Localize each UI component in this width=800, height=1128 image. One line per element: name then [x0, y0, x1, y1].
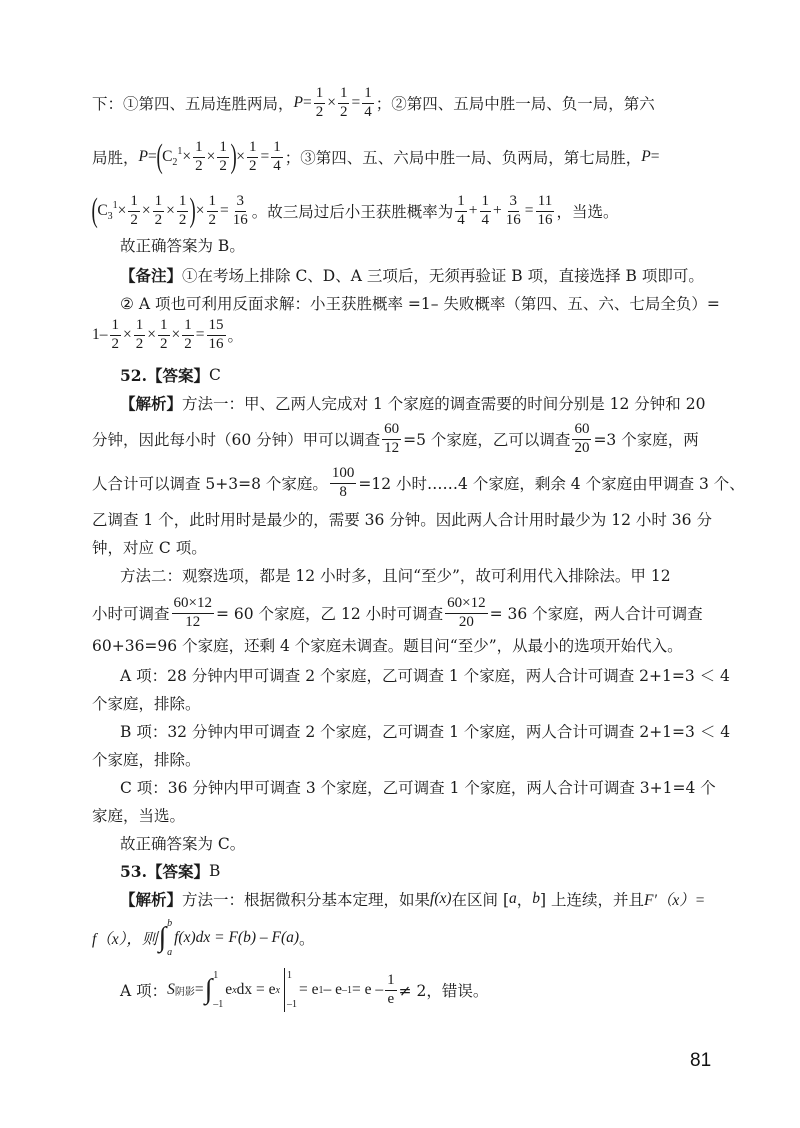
math-op: × [236, 148, 245, 166]
text-fragment: 1 [318, 984, 324, 996]
solution-line [120, 832, 716, 854]
text-fragment: 8 [339, 483, 347, 500]
text-fragment: ] 上连续，并且 [540, 891, 645, 909]
text-fragment: = 60 个家庭，乙 12 小时可调查 [215, 605, 444, 624]
text-fragment: × [123, 326, 132, 344]
text-fragment: 故正确答案为 C。 [120, 835, 246, 853]
math-op: × [206, 148, 216, 166]
text-fragment: = [220, 202, 229, 220]
text-fragment: 阴影 [174, 986, 195, 998]
text-fragment: 2 [172, 157, 178, 169]
text-fragment: + [493, 202, 502, 220]
text-fragment: 3 [235, 194, 247, 212]
text-fragment: 家庭，当选。 [92, 807, 186, 825]
math-op: = [351, 94, 361, 112]
text-fragment: a [167, 947, 173, 958]
text: 局胜， [92, 149, 139, 168]
text-fragment: 1– [92, 326, 108, 344]
analysis-line [120, 392, 716, 414]
evaluation-limits [287, 970, 297, 1010]
text-fragment: 1 [128, 194, 140, 212]
text-fragment: × [117, 202, 127, 220]
note-line [120, 264, 716, 286]
solution-line [120, 234, 716, 256]
text-fragment: x [275, 984, 280, 996]
text-fragment: 12 [384, 439, 400, 456]
analysis-line [120, 888, 716, 910]
text-fragment: C [162, 148, 173, 166]
fraction [385, 973, 397, 1008]
text-fragment: e [225, 981, 233, 998]
text-fragment: 100 [330, 466, 357, 484]
text-fragment: 1 [110, 318, 122, 336]
text-fragment: 人合计可以调查 5+3=8 个家庭。 [92, 475, 328, 494]
answer-value: C [208, 366, 221, 384]
solution-line [92, 86, 716, 121]
text-fragment: f(x)dx = F(b) – F(a) [174, 929, 300, 946]
solution-line [92, 536, 716, 558]
fraction [193, 140, 205, 175]
fraction [172, 596, 214, 631]
fraction [382, 422, 401, 457]
text-fragment: 1 [213, 970, 219, 981]
text-fragment: 60×12 [172, 596, 214, 614]
fraction [480, 194, 492, 229]
text-fragment: 分钟，因此每小时（60 分钟）甲可以调查 [92, 431, 381, 450]
text-fragment: 1 [177, 194, 189, 212]
fraction [110, 318, 122, 353]
text-fragment: 1 [385, 973, 397, 991]
integral-sign: ∫ [158, 922, 167, 953]
fraction [158, 318, 170, 353]
text-fragment: 2 [248, 157, 257, 174]
integral-limits [213, 970, 223, 1010]
paren-close: ) [189, 192, 197, 230]
fraction [128, 194, 140, 229]
text-fragment: 1 [158, 318, 170, 336]
text-fragment: – e [323, 981, 342, 998]
text-fragment: × [147, 326, 156, 344]
text: ② A 项也可利用反面求解：小王获胜概率 =1– 失败概率（第四、五、六、七局全负）= [120, 295, 720, 313]
text-fragment: 2 [135, 335, 144, 352]
integral-limits [167, 918, 172, 958]
text-fragment: 乙调查 1 个，此时用时是最少的，需要 36 分钟。因此两人合计用时最少为 12 小时 36 分 [92, 511, 712, 529]
math-op: = [260, 148, 270, 166]
text-fragment: 16 [208, 335, 224, 352]
answer-line [120, 364, 716, 386]
fraction [445, 596, 487, 631]
text-fragment: =12 小时……4 个家庭，剩余 4 个家庭由甲调查 3 个、 [358, 475, 745, 494]
note-tag: 【备注】 [120, 266, 183, 285]
text-fragment: e [387, 990, 395, 1007]
text-fragment: 4 [457, 211, 465, 228]
answer-label: 53.【答案】 [120, 862, 209, 881]
text-fragment: 20 [458, 613, 474, 630]
numerator: 1 [362, 86, 374, 104]
text-fragment: 。 [227, 327, 244, 346]
solution-line [120, 292, 720, 314]
denominator: 4 [364, 103, 372, 120]
math-op: × [327, 94, 336, 112]
text-fragment: f(x) [430, 890, 452, 907]
text-fragment: × [195, 202, 205, 220]
text: ；②第四、五局中胜一局、负一局，第六 [375, 95, 655, 114]
math-op: × [182, 148, 192, 166]
math-op: = [650, 148, 660, 166]
text-fragment: 钟，对应 C 项。 [92, 539, 207, 557]
option-line [92, 804, 716, 826]
text-fragment: 1 [112, 200, 118, 212]
option-line [92, 692, 716, 714]
text-fragment: 1 [153, 194, 165, 212]
numerator: 1 [338, 86, 350, 104]
fraction [314, 86, 326, 121]
answer-value: B [208, 862, 221, 880]
text-fragment: 个家庭，排除。 [92, 751, 201, 769]
text-fragment: –1 [286, 999, 297, 1010]
text: 方法一：甲、乙两人完成对 1 个家庭的调查需要的时间分别是 12 分钟和 20 [182, 395, 706, 413]
solution-line [92, 194, 716, 229]
text-fragment: a [509, 890, 517, 907]
text-fragment: dx = e [236, 981, 276, 998]
fraction [153, 194, 165, 229]
option-line [120, 776, 716, 798]
text-fragment: 1 [207, 194, 219, 212]
solution-line [92, 918, 716, 958]
text-fragment: 60+36=96 个家庭，还剩 4 个家庭未调查。题目问“至少”，从最小的选项开始代入。 [92, 637, 683, 655]
text-fragment: 。 [299, 930, 315, 948]
solution-line [92, 508, 716, 530]
fraction [536, 194, 555, 229]
fraction [572, 422, 591, 457]
text-fragment: B 项：32 分钟内甲可调查 2 个家庭，乙可调查 1 个家庭，两人合计可调查 2+1=3 ＜ 4 [120, 723, 731, 741]
solution-line [92, 140, 716, 175]
text-fragment: 方法一：根据微积分基本定理，如果 [182, 891, 431, 909]
text-fragment: =3 个家庭，两 [593, 431, 699, 450]
text-fragment: S [167, 981, 175, 998]
answer-label: 52.【答案】 [120, 366, 209, 385]
text-fragment: 20 [574, 439, 590, 456]
text-fragment: = [195, 326, 205, 344]
math-var: P [138, 148, 148, 166]
text-fragment: 60 [572, 422, 591, 440]
text-fragment: = [194, 981, 204, 998]
fraction [247, 140, 259, 175]
text-fragment: –1 [213, 999, 224, 1010]
text-fragment: C 项：36 分钟内甲可调查 3 个家庭，乙可调查 1 个家庭，两人合计可调查 3+1=4 个 [120, 779, 716, 797]
text-fragment: =5 个家庭，乙可以调查 [403, 431, 571, 450]
option-line [120, 968, 716, 1012]
text-fragment: + [468, 202, 478, 220]
text-fragment: 在区间 [ [451, 891, 510, 909]
text-fragment: 2 [154, 211, 163, 228]
fraction [177, 194, 189, 229]
text-fragment: 1 [455, 194, 467, 212]
text-fragment: × [166, 202, 175, 220]
fraction [231, 194, 250, 229]
text-fragment: 16 [232, 211, 248, 228]
text: 。故三局过后小王获胜概率为 [251, 203, 454, 222]
text-fragment: ≠ 2，错误。 [398, 982, 489, 1000]
text-fragment: 3 [107, 211, 113, 223]
text-fragment: 2 [111, 335, 119, 352]
text-fragment: 个家庭，排除。 [92, 695, 201, 713]
solution-line [92, 422, 716, 457]
text-fragment: = 36 个家庭，两人合计可调查 [489, 605, 703, 624]
fraction [271, 140, 283, 175]
text-fragment: 4 [273, 157, 281, 174]
text-fragment: 2 [130, 211, 138, 228]
math-op: = [147, 148, 157, 166]
option-line [120, 664, 730, 686]
text-fragment: 1 [182, 318, 194, 336]
page-number: 81 [690, 1050, 712, 1071]
fraction [134, 318, 146, 353]
text-fragment: 方法二：观察选项，都是 12 小时多，且问“至少”，故可利用代入排除法。甲 12 [120, 567, 671, 585]
text-fragment: 11 [536, 194, 554, 212]
text-fragment: 60×12 [445, 596, 487, 614]
text-fragment: b [532, 890, 541, 907]
fraction [330, 466, 357, 501]
text-fragment: = [524, 202, 534, 220]
text-fragment: 1 [193, 140, 205, 158]
text-fragment: = e – [351, 981, 384, 998]
evaluation-bar [284, 968, 285, 1012]
paren-open: ( [91, 192, 98, 230]
fraction [207, 318, 226, 353]
text-fragment: × [141, 202, 151, 220]
text-fragment: 2 [195, 157, 203, 174]
solution-line [92, 596, 716, 631]
paren-open: ( [156, 138, 163, 176]
text-fragment: = e [298, 981, 319, 998]
text-fragment: x [232, 984, 237, 996]
text-fragment: 2 [160, 335, 168, 352]
text-fragment: 1 [247, 140, 259, 158]
text-fragment: 2 [208, 211, 216, 228]
text-fragment: 12 [185, 613, 201, 630]
option-line [120, 720, 731, 742]
solution-line [92, 634, 716, 656]
solution-line [92, 318, 716, 353]
numerator: 1 [314, 86, 326, 104]
text: ①在考场上排除 C、D、A 三项后，无须再验证 B 项，直接选择 B 项即可。 [182, 267, 704, 285]
analysis-tag: 【解析】 [120, 394, 183, 413]
integral-sign: ∫ [204, 974, 213, 1005]
fraction [207, 194, 219, 229]
text-fragment: 1 [271, 140, 283, 158]
text-fragment: × [171, 326, 181, 344]
text-fragment: 1 [217, 140, 229, 158]
combination [97, 200, 117, 222]
text-fragment: 16 [537, 211, 553, 228]
fraction [504, 194, 523, 229]
text: 下：①第四、五局连胜两局， [92, 95, 294, 114]
solution-line [92, 465, 745, 501]
text-fragment: A 项：28 分钟内甲可调查 2 个家庭，乙可调查 1 个家庭，两人合计可调查 2+1=3 ＜ 4 [120, 667, 730, 685]
text: ；③第四、五、六局中胜一局、负两局，第七局胜， [284, 149, 642, 168]
math-var: P [641, 148, 651, 166]
text-fragment: 1 [134, 318, 146, 336]
text-fragment: 4 [481, 211, 490, 228]
text-fragment: 1 [480, 194, 492, 212]
text-fragment: C [97, 202, 108, 220]
text-fragment: 3 [508, 194, 520, 212]
text-fragment: 60 [382, 422, 401, 440]
text-fragment: 2 [178, 211, 187, 228]
text-fragment: 1 [177, 146, 183, 158]
text: ，当选。 [556, 203, 619, 222]
text-fragment: 1 [286, 970, 292, 981]
fraction [362, 86, 374, 121]
text-fragment: –1 [341, 984, 352, 996]
answer-line [120, 860, 716, 882]
fraction [338, 86, 350, 121]
text-fragment: 2 [184, 335, 192, 352]
text: 故正确答案为 B。 [120, 237, 245, 255]
text-fragment: 2 [219, 157, 227, 174]
denominator: 2 [339, 103, 348, 120]
text-fragment: F′（x）= [644, 892, 706, 909]
math-op: = [302, 94, 312, 112]
option-line [92, 748, 716, 770]
denominator: 2 [315, 103, 324, 120]
text-fragment: 15 [207, 318, 226, 336]
text-fragment: b [167, 918, 173, 929]
fraction [455, 194, 467, 229]
text-fragment: f（x），则 [92, 931, 158, 948]
text-fragment: 小时可调查 [92, 605, 170, 624]
solution-line [120, 564, 716, 586]
text-fragment: A 项： [120, 982, 168, 1000]
fraction [217, 140, 229, 175]
combination [162, 146, 182, 168]
math-var: P [293, 94, 303, 112]
fraction [182, 318, 194, 353]
analysis-tag: 【解析】 [120, 890, 183, 909]
text-fragment: 16 [505, 211, 521, 228]
paren-close: ) [230, 138, 237, 176]
text-fragment: ， [516, 891, 533, 909]
